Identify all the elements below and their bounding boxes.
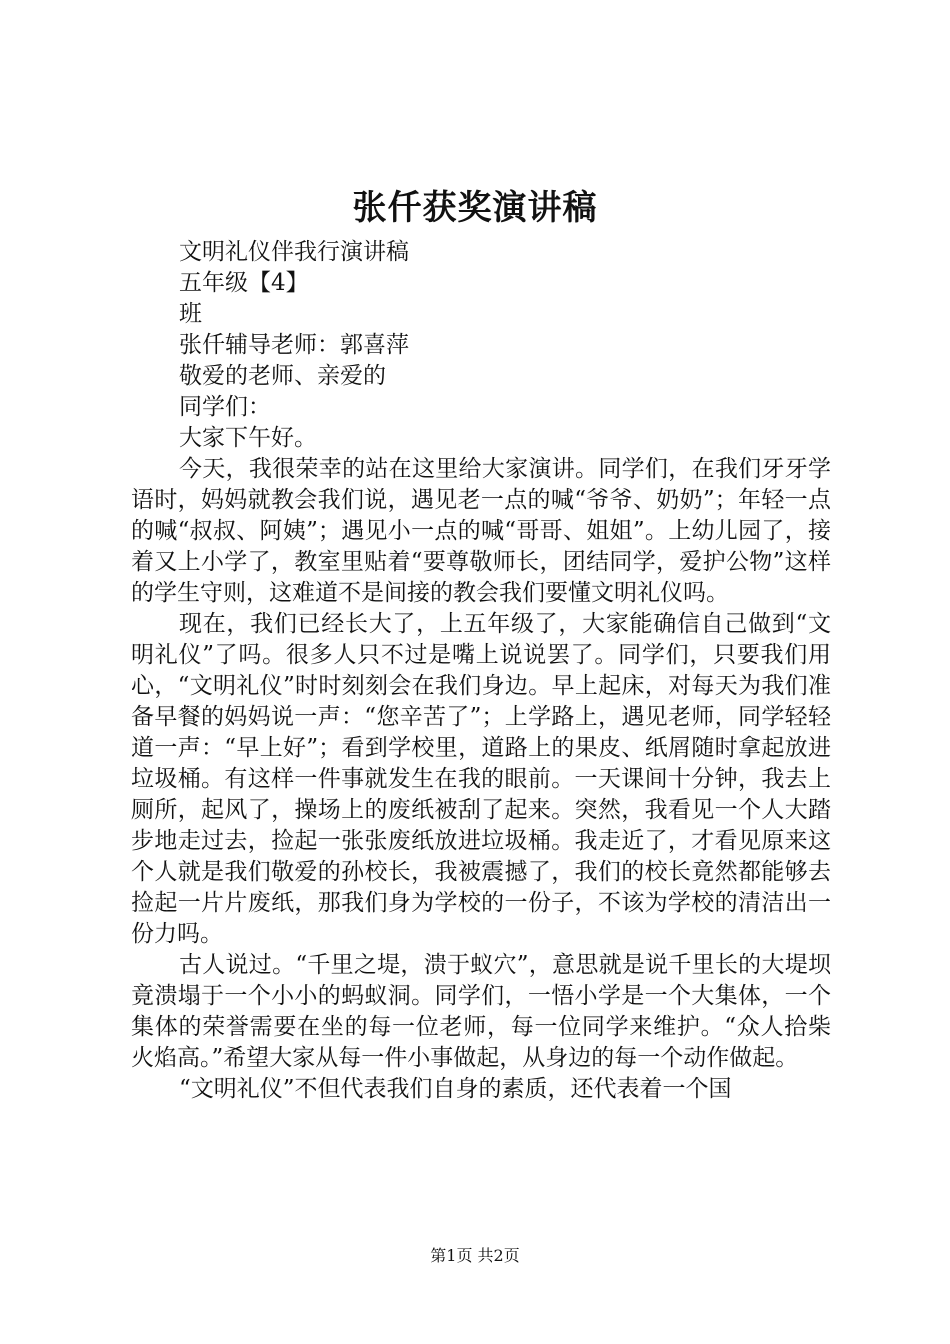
heading-line: 张仟辅导老师：郭喜萍 (179, 332, 409, 358)
heading-line: 敬爱的老师、亲爱的 (179, 363, 386, 389)
document-title: 张仟获奖演讲稿 (352, 188, 598, 228)
page-number-footer: 第1页 共2页 (430, 1246, 520, 1265)
heading-line: 同学们： (179, 394, 271, 420)
body-paragraph: “文明礼仪”不但代表我们自身的素质，还代表着一个国 (179, 1076, 732, 1102)
body-paragraph: 现在，我们已经长大了，上五年级了，大家能确信自己做到“文明礼仪”了吗。很多人只不过是嘴上说说罢了。同学们，只要我们用心，“文明礼仪”时时刻刻会在我们身边。早上起床，对每天为我们准备早餐的妈妈说一声：“您辛苦了”；上学路上，遇见老师，同学轻轻道一声：“早上好”；看到学校里，道路上的果皮、纸屑随时拿起放进垃圾桶。有这样一件事就发生在我的眼前。一天课间十分钟，我去上厕所，起风了，操场上的废纸被刮了起来。突然，我看见一个人大踏步地走过去，捡起一张张废纸放进垃圾桶。我走近了，才看见原来这个人就是我们敬爱的孙校长，我被震撼了，我们的校长竟然都能够去捡起一片片废纸，那我们身为学校的一份子，不该为学校的清洁出一份力吗。 (131, 611, 831, 947)
greeting-line: 大家下午好。 (179, 425, 317, 451)
heading-line: 五年级【4】 (179, 270, 309, 296)
heading-line: 班 (179, 301, 202, 327)
document-body (131, 237, 831, 1105)
body-paragraph: 古人说过。“千里之堤，溃于蚁穴”，意思就是说千里长的大堤坝竟溃塌于一个小小的蚂蚁洞。同学们，一悟小学是一个大集体，一个集体的荣誉需要在坐的每一位老师，每一位同学来维护。“众人拾柴火焰高。”希望大家从每一件小事做起，从身边的每一个动作做起。 (131, 952, 831, 1071)
heading-line: 文明礼仪伴我行演讲稿 (179, 239, 409, 265)
body-paragraph: 今天，我很荣幸的站在这里给大家演讲。同学们，在我们牙牙学语时，妈妈就教会我们说，遇见老一点的喊“爷爷、奶奶”；年轻一点的喊“叔叔、阿姨”；遇见小一点的喊“哥哥、姐姐”。上幼儿园了，接着又上小学了，教室里贴着“要尊敬师长，团结同学，爱护公物”这样的学生守则，这难道不是间接的教会我们要懂文明礼仪吗。 (131, 456, 831, 606)
